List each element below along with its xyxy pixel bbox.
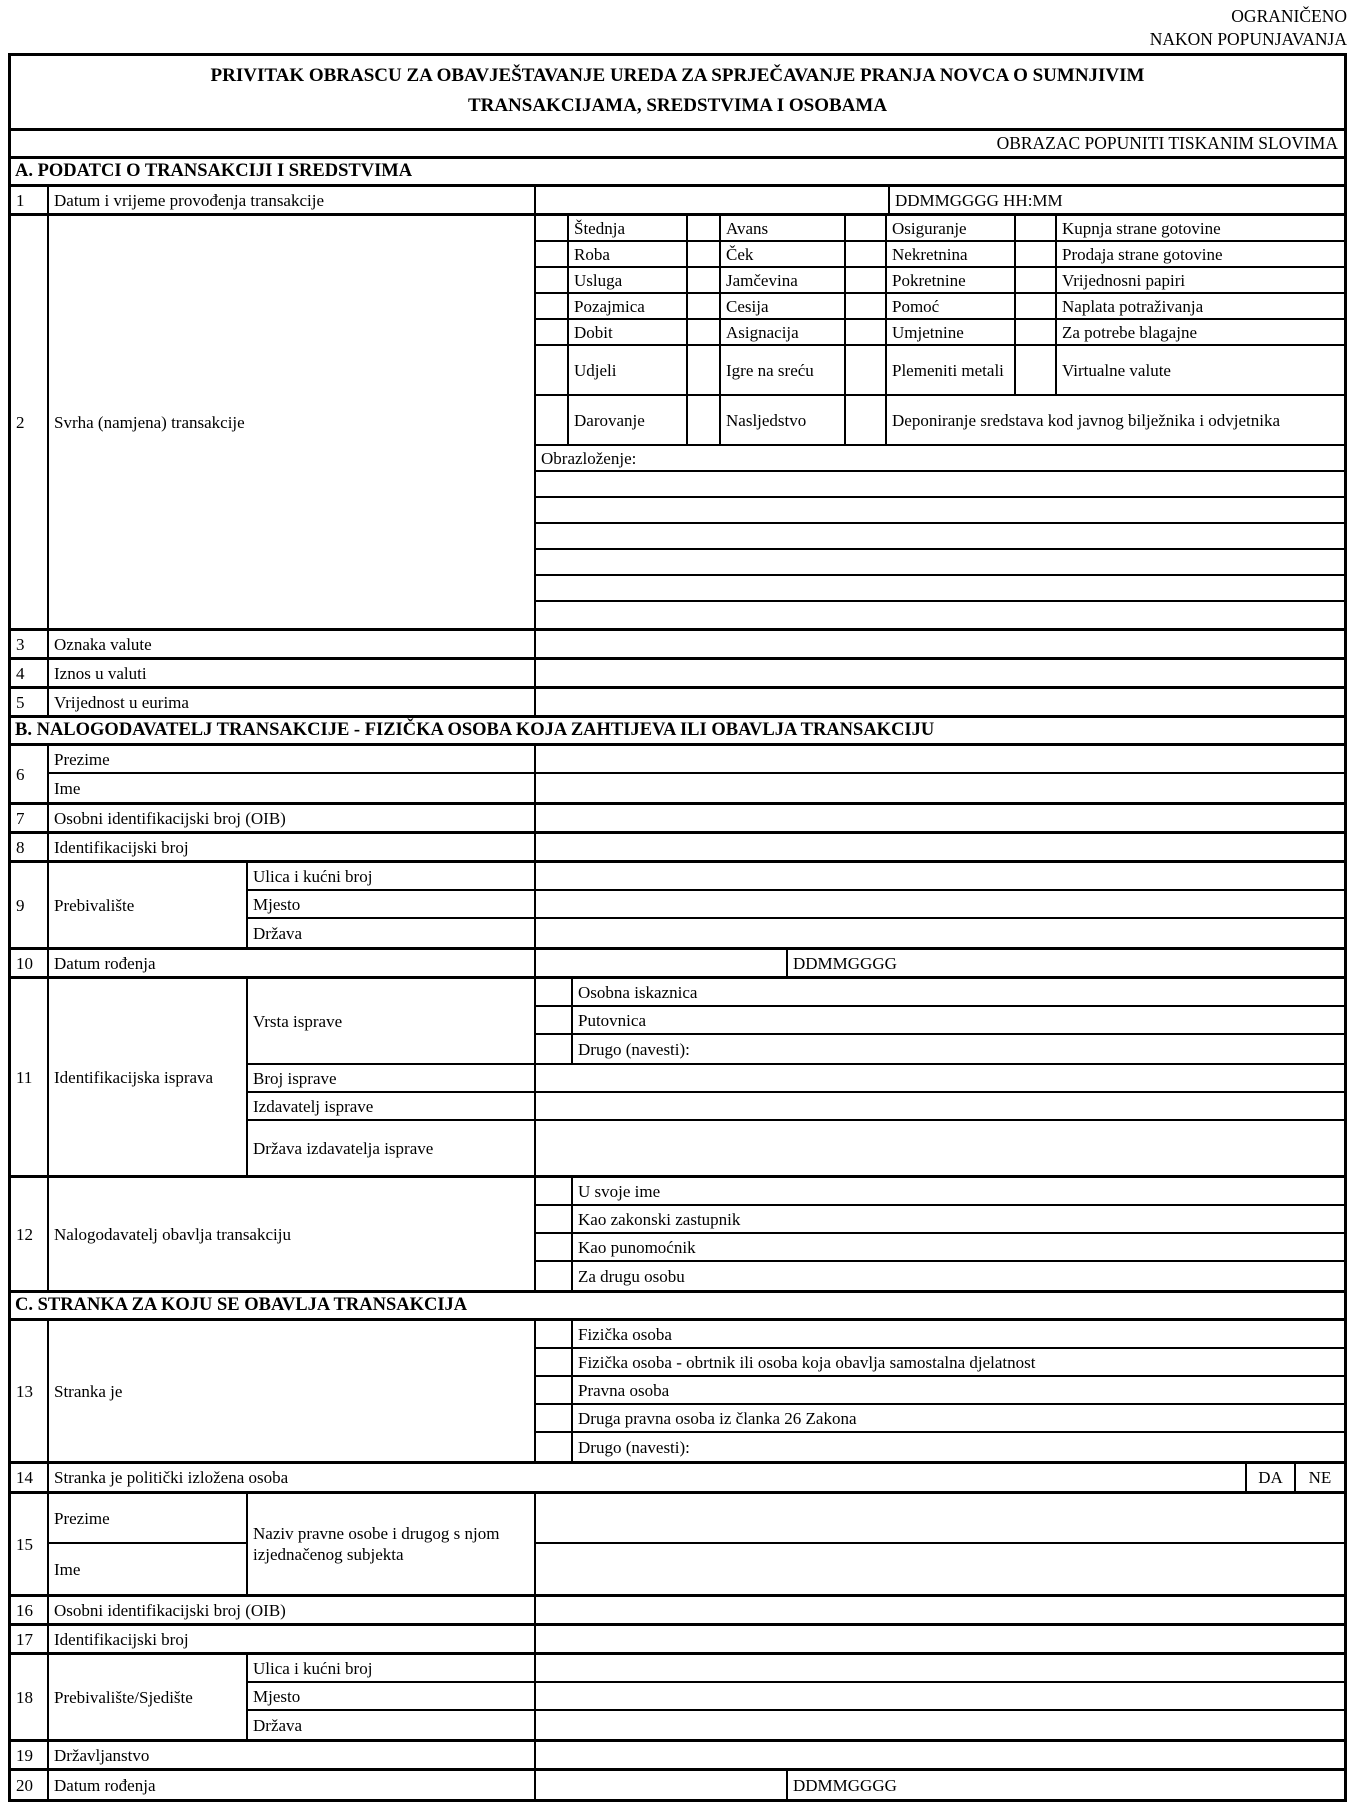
purpose-label: Virtualne valute	[1062, 360, 1171, 380]
field-datum-rodenja-stranka-format[interactable]: DDMMGGGG	[793, 1775, 897, 1795]
row-20	[11, 1771, 1344, 1799]
purpose-row-5	[536, 320, 1344, 346]
row-3-label: Oznaka valute	[49, 631, 536, 657]
row-9-sublabel-drzava: Država	[248, 919, 536, 947]
row-20-label: Datum rođenja	[49, 1771, 536, 1799]
row-11-label: Identifikacijska isprava	[49, 979, 248, 1175]
row-18	[11, 1655, 1344, 1742]
purpose-label: Za potrebe blagajne	[1062, 322, 1197, 342]
checkbox-igre-na-srecu[interactable]	[688, 346, 721, 394]
purpose-label: Usluga	[569, 268, 688, 292]
row-6-label-ime: Ime	[49, 774, 536, 802]
purpose-label: Cesija	[721, 294, 846, 318]
explanation-line-4[interactable]	[536, 550, 1344, 576]
purpose-label: Osiguranje	[887, 216, 1016, 240]
field-datum-vrijeme-value[interactable]	[536, 187, 890, 213]
purpose-label: Ček	[721, 242, 846, 266]
row-1	[11, 187, 1344, 216]
row-16-label: Osobni identifikacijski broj (OIB)	[49, 1597, 536, 1623]
field-oib-nalogodavatelj[interactable]	[536, 805, 1344, 831]
checkbox-nasljedstvo[interactable]	[688, 396, 721, 444]
checkbox-avans[interactable]	[688, 216, 721, 240]
field-datum-vrijeme-format[interactable]: DDMMGGGG HH:MM	[895, 190, 1063, 210]
row-18-sublabel-mjesto: Mjesto	[248, 1683, 536, 1709]
purpose-label: Naplata potraživanja	[1062, 296, 1204, 316]
checkbox-darovanje[interactable]	[536, 396, 569, 444]
purpose-label: Dobit	[569, 320, 688, 344]
row-7-number: 7	[11, 805, 49, 831]
row-7-label: Osobni identifikacijski broj (OIB)	[49, 805, 536, 831]
form-title-line2: TRANSAKCIJAMA, SREDSTVIMA I OSOBAMA	[467, 94, 888, 116]
row-14-number: 14	[11, 1464, 49, 1491]
checkbox-za-potrebe-blagajne[interactable]	[1016, 320, 1057, 344]
row-12	[11, 1178, 1344, 1293]
row-1-number: 1	[11, 187, 49, 213]
checkbox-druga-pravna-osoba[interactable]	[536, 1405, 573, 1431]
purpose-label: Vrijednosni papiri	[1062, 270, 1186, 290]
checkbox-roba[interactable]	[536, 242, 569, 266]
row-20-number: 20	[11, 1771, 49, 1799]
row-19-number: 19	[11, 1742, 49, 1768]
row-11-sublabel-izdavatelj-isprave: Izdavatelj isprave	[248, 1093, 536, 1119]
field-prezime-naziv-stranka[interactable]	[536, 1494, 1344, 1544]
option-pravna-osoba: Pravna osoba	[578, 1380, 670, 1400]
checkbox-pomoc[interactable]	[846, 294, 887, 318]
field-broj-isprave[interactable]	[536, 1065, 1344, 1091]
row-2	[11, 216, 1344, 631]
checkbox-osobna-iskaznica[interactable]	[536, 979, 573, 1005]
purpose-label: Avans	[721, 216, 846, 240]
classification-line2: NAKON POPUNJAVANJA	[1149, 28, 1347, 49]
field-drzava-nalogodavatelj[interactable]	[536, 919, 1344, 947]
row-14-label: Stranka je politički izložena osoba	[49, 1464, 1247, 1491]
row-15-sublabel-naziv: Naziv pravne osobe i drugog s njom izjednačenog subjekta	[248, 1494, 536, 1594]
checkbox-stednja[interactable]	[536, 216, 569, 240]
row-9-number: 9	[11, 863, 49, 947]
field-mjesto-nalogodavatelj[interactable]	[536, 891, 1344, 917]
checkbox-punomocnik[interactable]	[536, 1234, 573, 1260]
purpose-row-4	[536, 294, 1344, 320]
field-izdavatelj-isprave[interactable]	[536, 1093, 1344, 1119]
purpose-label: Plemeniti metali	[887, 346, 1016, 394]
purpose-label: Asignacija	[721, 320, 846, 344]
classification-line1: OGRANIČENO	[1231, 6, 1347, 26]
option-u-svoje-ime: U svoje ime	[578, 1181, 661, 1201]
row-19-label: Državljanstvo	[49, 1742, 536, 1768]
checkbox-pokretnine[interactable]	[846, 268, 887, 292]
row-11-number: 11	[11, 979, 49, 1175]
row-4-label: Iznos u valuti	[49, 660, 536, 686]
option-druga-pravna-osoba: Druga pravna osoba iz članka 26 Zakona	[578, 1408, 857, 1428]
checkbox-fizicka-osoba[interactable]	[536, 1321, 573, 1347]
row-13-label: Stranka je	[49, 1321, 536, 1461]
explanation-label: Obrazloženje:	[536, 446, 1344, 472]
section-a-header: A. PODATCI O TRANSAKCIJI I SREDSTVIMA	[11, 159, 1344, 187]
row-5	[11, 689, 1344, 718]
checkbox-jamcevina[interactable]	[688, 268, 721, 292]
purpose-label: Roba	[569, 242, 688, 266]
explanation-line-5[interactable]	[536, 576, 1344, 602]
checkbox-pozajmica[interactable]	[536, 294, 569, 318]
form-title-line1: PRIVITAK OBRASCU ZA OBAVJEŠTAVANJE UREDA ZA SPRJEČAVANJE PRANJA NOVCA O SUMNJIVIM	[210, 64, 1145, 86]
purpose-label: Igre na sreću	[721, 346, 846, 394]
option-putovnica: Putovnica	[578, 1010, 646, 1030]
purpose-label: Pomoć	[887, 294, 1016, 318]
row-10-number: 10	[11, 950, 49, 976]
row-5-number: 5	[11, 689, 49, 715]
field-datum-rodenja-nalogodavatelj[interactable]	[536, 950, 788, 976]
row-18-label: Prebivalište/Sjedište	[49, 1655, 248, 1739]
row-13	[11, 1321, 1344, 1464]
row-2-number: 2	[11, 216, 49, 628]
checkbox-deponiranje[interactable]	[846, 396, 887, 444]
option-punomocnik: Kao punomoćnik	[578, 1237, 696, 1257]
field-oib-stranka[interactable]	[536, 1597, 1344, 1623]
row-11-sublabel-drzava-izdavatelja: Država izdavatelja isprave	[248, 1121, 536, 1175]
purpose-label: Pozajmica	[569, 294, 688, 318]
row-16	[11, 1597, 1344, 1626]
row-17-label: Identifikacijski broj	[49, 1626, 536, 1652]
purpose-label: Deponiranje sredstava kod javnog bilježnika i odvjetnika	[892, 410, 1281, 430]
checkbox-udjeli[interactable]	[536, 346, 569, 394]
row-6-number: 6	[11, 746, 49, 802]
checkbox-osiguranje[interactable]	[846, 216, 887, 240]
explanation-line-1[interactable]	[536, 472, 1344, 498]
row-15-label-prezime: Prezime	[49, 1494, 248, 1544]
row-9-sublabel-mjesto: Mjesto	[248, 891, 536, 917]
row-6-label-prezime: Prezime	[49, 746, 536, 772]
purpose-row-6	[536, 346, 1344, 396]
explanation-line-2[interactable]	[536, 498, 1344, 524]
checkbox-naplata-potrazivanja[interactable]	[1016, 294, 1057, 318]
row-4	[11, 660, 1344, 689]
purpose-label: Darovanje	[569, 396, 688, 444]
checkbox-cek[interactable]	[688, 242, 721, 266]
purpose-label: Jamčevina	[721, 268, 846, 292]
checkbox-virtualne-valute[interactable]	[1016, 346, 1057, 394]
checkbox-za-drugu-osobu[interactable]	[536, 1262, 573, 1290]
field-datum-rodenja-stranka[interactable]	[536, 1771, 788, 1799]
purpose-label: Prodaja strane gotovine	[1062, 244, 1223, 264]
option-pep-da[interactable]: DA	[1247, 1464, 1296, 1491]
checkbox-u-svoje-ime[interactable]	[536, 1178, 573, 1204]
row-8-number: 8	[11, 834, 49, 860]
row-8-label: Identifikacijski broj	[49, 834, 536, 860]
purpose-label: Štednja	[569, 216, 688, 240]
checkbox-cesija[interactable]	[688, 294, 721, 318]
purpose-label: Umjetnine	[887, 320, 1016, 344]
checkbox-umjetnine[interactable]	[846, 320, 887, 344]
option-za-drugu-osobu: Za drugu osobu	[578, 1266, 685, 1286]
checkbox-vrijednosni-papiri[interactable]	[1016, 268, 1057, 292]
row-4-number: 4	[11, 660, 49, 686]
option-fizicka-osoba: Fizička osoba	[578, 1324, 672, 1344]
row-9-sublabel-ulica: Ulica i kućni broj	[248, 863, 536, 889]
row-8	[11, 834, 1344, 863]
checkbox-drugo-isprava[interactable]	[536, 1035, 573, 1063]
checkbox-fizicka-osoba-obrtnik[interactable]	[536, 1349, 573, 1375]
row-3	[11, 631, 1344, 660]
row-13-number: 13	[11, 1321, 49, 1461]
purpose-row-7	[536, 396, 1344, 446]
checkbox-plemeniti-metali[interactable]	[846, 346, 887, 394]
section-b-header: B. NALOGODAVATELJ TRANSAKCIJE - FIZIČKA OSOBA KOJA ZAHTIJEVA ILI OBAVLJA TRANSAKCIJU	[11, 718, 1344, 746]
checkbox-kupnja-strane-gotovine[interactable]	[1016, 216, 1057, 240]
checkbox-nekretnina[interactable]	[846, 242, 887, 266]
purpose-label: Pokretnine	[887, 268, 1016, 292]
field-datum-rodenja-nalogodavatelj-format[interactable]: DDMMGGGG	[793, 953, 897, 973]
field-ulica-stranka[interactable]	[536, 1655, 1344, 1681]
checkbox-putovnica[interactable]	[536, 1007, 573, 1033]
row-3-number: 3	[11, 631, 49, 657]
field-drzava-stranka[interactable]	[536, 1711, 1344, 1739]
option-zakonski-zastupnik: Kao zakonski zastupnik	[578, 1209, 741, 1229]
row-1-label: Datum i vrijeme provođenja transakcije	[49, 187, 536, 213]
form-table	[8, 53, 1347, 1803]
row-10-label: Datum rođenja	[49, 950, 536, 976]
checkbox-zakonski-zastupnik[interactable]	[536, 1206, 573, 1232]
field-ime-nalogodavatelj[interactable]	[536, 774, 1344, 802]
row-11-sublabel-broj-isprave: Broj isprave	[248, 1065, 536, 1091]
row-9-label: Prebivalište	[49, 863, 248, 947]
row-11	[11, 979, 1344, 1178]
row-2-label: Svrha (namjena) transakcije	[49, 216, 536, 628]
checkbox-usluga[interactable]	[536, 268, 569, 292]
row-7	[11, 805, 1344, 834]
classification-block	[8, 5, 1347, 53]
purpose-label: Nasljedstvo	[721, 396, 846, 444]
checkbox-drugo-stranka[interactable]	[536, 1433, 573, 1461]
row-12-number: 12	[11, 1178, 49, 1290]
purpose-row-2	[536, 242, 1344, 268]
row-15-label-ime: Ime	[49, 1544, 248, 1594]
form-title	[11, 56, 1344, 132]
row-18-number: 18	[11, 1655, 49, 1739]
row-18-sublabel-ulica: Ulica i kućni broj	[248, 1655, 536, 1681]
option-pep-ne[interactable]: NE	[1308, 1468, 1332, 1488]
field-vrijednost-u-eurima[interactable]	[536, 689, 1344, 715]
explanation-line-6[interactable]	[536, 602, 1344, 628]
field-iznos-u-valuti[interactable]	[536, 660, 1344, 686]
checkbox-dobit[interactable]	[536, 320, 569, 344]
option-drugo-isprava: Drugo (navesti):	[578, 1039, 690, 1059]
purpose-label: Udjeli	[569, 346, 688, 394]
row-15-number: 15	[11, 1494, 49, 1594]
row-6	[11, 746, 1344, 805]
row-16-number: 16	[11, 1597, 49, 1623]
row-17-number: 17	[11, 1626, 49, 1652]
fill-instruction: OBRAZAC POPUNITI TISKANIM SLOVIMA	[11, 131, 1344, 159]
row-10	[11, 950, 1344, 979]
row-9	[11, 863, 1344, 950]
field-identifikacijski-broj-stranka[interactable]	[536, 1626, 1344, 1652]
checkbox-pravna-osoba[interactable]	[536, 1377, 573, 1403]
option-drugo-stranka: Drugo (navesti):	[578, 1437, 690, 1457]
purpose-label: Kupnja strane gotovine	[1062, 218, 1221, 238]
row-11-sublabel-vrsta-isprave: Vrsta isprave	[248, 979, 536, 1063]
explanation-line-3[interactable]	[536, 524, 1344, 550]
field-ulica-nalogodavatelj[interactable]	[536, 863, 1344, 889]
field-mjesto-stranka[interactable]	[536, 1683, 1344, 1709]
row-15	[11, 1494, 1344, 1597]
field-ime-naziv-stranka[interactable]	[536, 1544, 1344, 1594]
field-oznaka-valute[interactable]	[536, 631, 1344, 657]
row-12-label: Nalogodavatelj obavlja transakciju	[49, 1178, 536, 1290]
option-fizicka-osoba-obrtnik: Fizička osoba - obrtnik ili osoba koja obavlja samostalna djelatnost	[578, 1352, 1036, 1372]
option-osobna-iskaznica: Osobna iskaznica	[578, 982, 698, 1002]
field-drzavljanstvo-stranka[interactable]	[536, 1742, 1344, 1768]
checkbox-asignacija[interactable]	[688, 320, 721, 344]
field-drzava-izdavatelja-isprave[interactable]	[536, 1121, 1344, 1175]
purpose-row-1	[536, 216, 1344, 242]
row-5-label: Vrijednost u eurima	[49, 689, 536, 715]
purpose-label: Nekretnina	[887, 242, 1016, 266]
row-14	[11, 1464, 1344, 1494]
purpose-grid	[536, 216, 1344, 628]
field-prezime-nalogodavatelj[interactable]	[536, 746, 1344, 772]
section-c-header: C. STRANKA ZA KOJU SE OBAVLJA TRANSAKCIJA	[11, 1293, 1344, 1321]
row-18-sublabel-drzava: Država	[248, 1711, 536, 1739]
row-17	[11, 1626, 1344, 1655]
checkbox-prodaja-strane-gotovine[interactable]	[1016, 242, 1057, 266]
field-identifikacijski-broj-nalogodavatelj[interactable]	[536, 834, 1344, 860]
purpose-row-3	[536, 268, 1344, 294]
